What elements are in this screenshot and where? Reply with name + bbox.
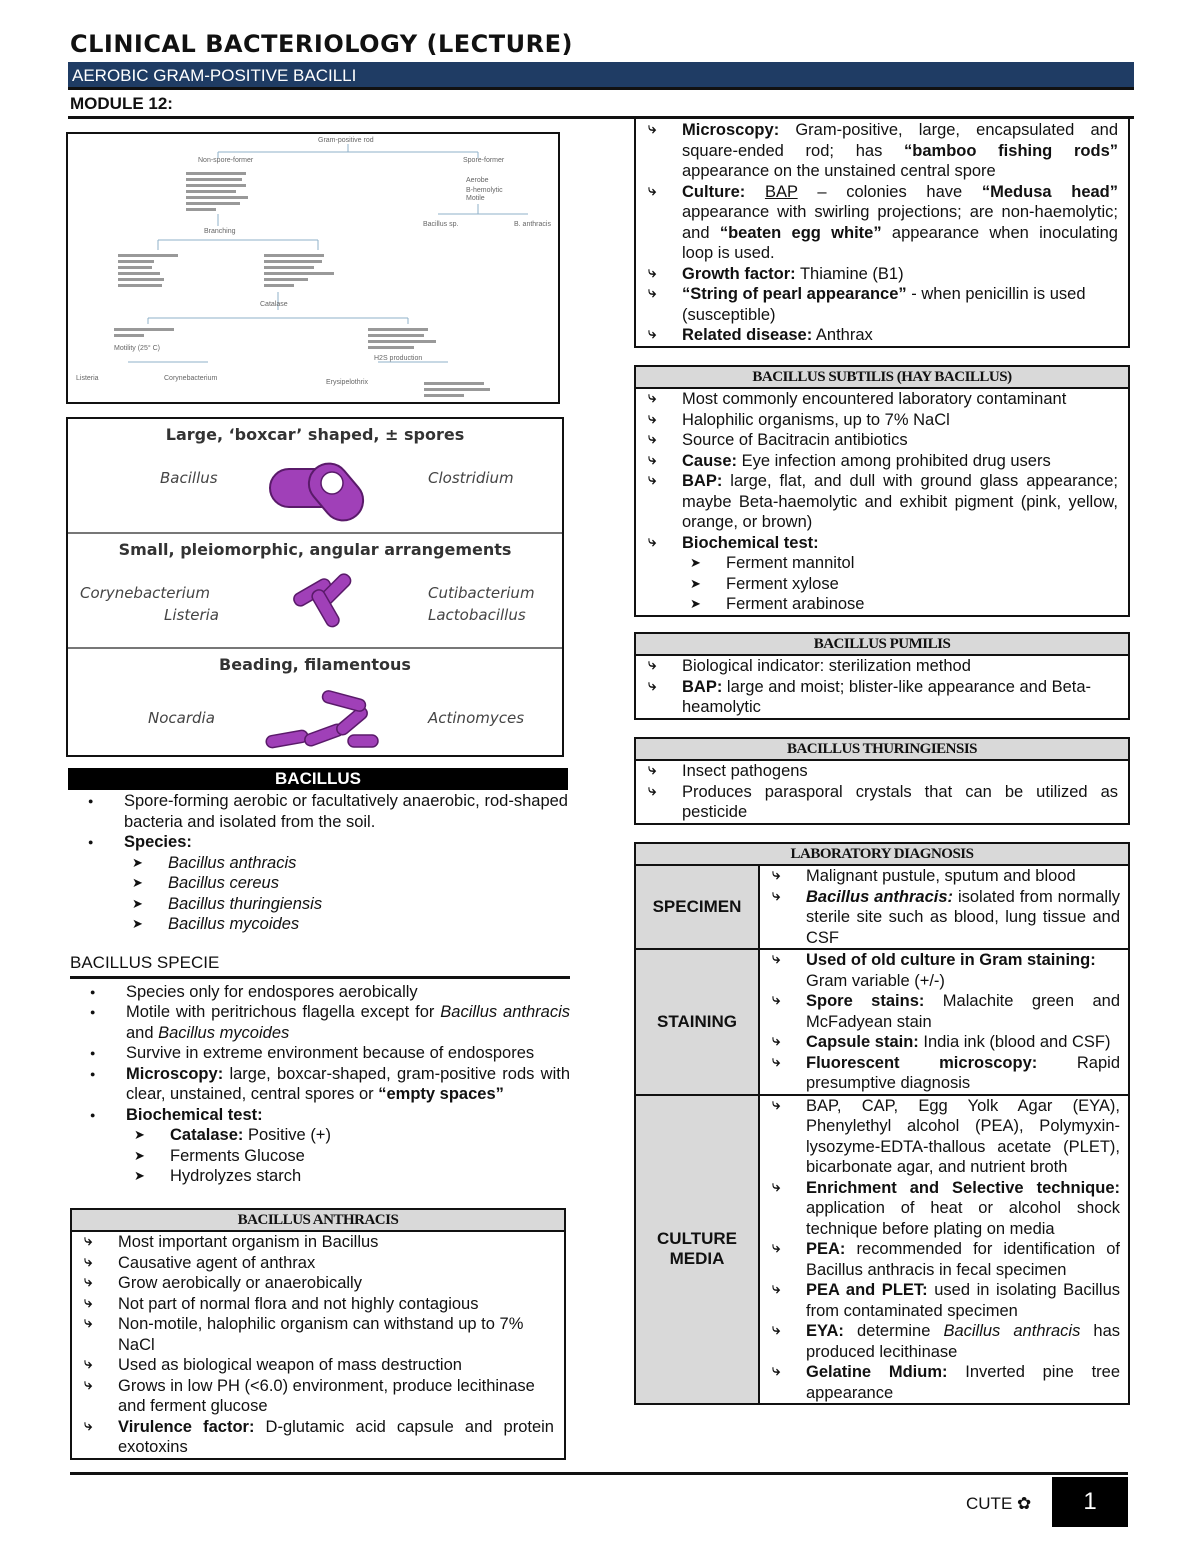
- genus-label: Listeria: [164, 606, 219, 624]
- flow-coryne: Corynebacterium: [164, 375, 218, 382]
- list-item: ⤷ Capsule stain: India ink (blood and CSF): [760, 1032, 1120, 1053]
- flow-branching: Branching: [204, 228, 236, 235]
- boxcar-rod-illustration: [264, 453, 374, 525]
- genus-label: Cutibacterium: [428, 584, 535, 602]
- list-item: ⤷ Most commonly encountered laboratory contaminant: [636, 389, 1118, 410]
- list-item: ● Spore-forming aerobic or facultatively anaerobic, rod-shaped bacteria and isolated from the soil.: [68, 791, 568, 832]
- flow-betahemo: B-hemolytic: [466, 187, 503, 194]
- bacillus-subtilis-box: [634, 365, 1130, 617]
- sub-item: ➤ Hydrolyzes starch: [126, 1166, 570, 1187]
- list-item: ⤷ Culture: BAP – colonies have “Medusa head” appearance with swirling projections; are non-haemolytic; and “beaten egg white” appearance when inoculating loop is used.: [636, 182, 1118, 264]
- list-item: ⤷ “String of pearl appearance” - when penicillin is used (susceptible): [636, 284, 1118, 325]
- genus-label: Lactobacillus: [428, 606, 526, 624]
- row-label: SPECIMEN: [635, 865, 759, 949]
- table-row: [635, 949, 1129, 1095]
- list-item: ⤷ Grows in low PH (<6.0) environment, produce lecithinase and ferment glucose: [72, 1376, 554, 1417]
- morphology-heading: Large, ‘boxcar’ shaped, ± spores: [165, 425, 465, 444]
- flow-listeria: Listeria: [76, 375, 99, 382]
- species-item: ➤ Bacillus mycoides: [124, 914, 568, 935]
- morphology-row-boxcar: [68, 419, 562, 534]
- list-item: ⤷ BAP: large and moist; blister-like appearance and Beta-heamolytic: [636, 677, 1118, 718]
- list-item: ⤷ Most important organism in Bacillus: [72, 1232, 554, 1253]
- list-item: ● Species: ➤ Bacillus anthracis ➤ Bacillus cereus ➤ Bacillus thuringiensis ➤ Bacillus mycoides: [68, 832, 568, 935]
- sub-item: ➤ Ferment mannitol: [682, 553, 1118, 574]
- sub-item: ➤ Catalase: Positive (+): [126, 1125, 570, 1146]
- flow-bacillus-sp: Bacillus sp.: [423, 221, 459, 228]
- list-item: ⤷ Non-motile, halophilic organism can withstand up to 7% NaCl: [72, 1314, 554, 1355]
- list-item: ⤷ Used as biological weapon of mass destruction: [72, 1355, 554, 1376]
- bacillus-anthracis-box: [70, 1208, 566, 1460]
- list-item: ⤷ Enrichment and Selective technique: application of heat or alcohol shock technique before plating on media: [760, 1178, 1120, 1240]
- bacillus-specie-section: [70, 953, 570, 1187]
- list-item: ● Survive in extreme environment because of endospores: [70, 1043, 570, 1064]
- list-item: ⤷ BAP, CAP, Egg Yolk Agar (EYA), Phenylethyl alcohol (PEA), Polymyxin-lysozyme-EDTA-thallous acetate (PLET), bicarbonate agar, and nutrient broth: [760, 1096, 1120, 1178]
- sub-item: ➤ Ferments Glucose: [126, 1146, 570, 1167]
- table-row: [635, 865, 1129, 949]
- flow-motile: Motile: [466, 195, 485, 202]
- bacillus-thuringiensis-box: [634, 737, 1130, 825]
- list-item: ● Biochemical test: ➤ Catalase: Positive (+) ➤ Ferments Glucose ➤ Hydrolyzes starch: [70, 1105, 570, 1187]
- list-item: ⤷ EYA: determine Bacillus anthracis has produced lecithinase: [760, 1321, 1120, 1362]
- list-item: ● Species only for endospores aerobically: [70, 982, 570, 1003]
- list-item: ● Motile with peritrichous flagella except for Bacillus anthracis and Bacillus mycoides: [70, 1002, 570, 1043]
- list-item: ⤷ Cause: Eye infection among prohibited drug users: [636, 451, 1118, 472]
- flow-catalase: Catalase: [260, 301, 288, 308]
- row-label: CULTURE MEDIA: [635, 1095, 759, 1405]
- flow-erysipelothrix: Erysipelothrix: [326, 379, 369, 386]
- identification-flowchart: [66, 132, 560, 404]
- species-item: ➤ Bacillus anthracis: [124, 853, 568, 874]
- morphology-panel: [66, 417, 564, 757]
- list-item: ⤷ Biological indicator: sterilization method: [636, 656, 1118, 677]
- list-item: ⤷ Growth factor: Thiamine (B1): [636, 264, 1118, 285]
- module-label: MODULE 12:: [70, 94, 173, 113]
- footer-label: CUTE ✿: [966, 1494, 1032, 1513]
- list-item: ⤷ Spore stains: Malachite green and McFadyean stain: [760, 991, 1120, 1032]
- list-item: ● Microscopy: large, boxcar-shaped, gram-positive rods with clear, unstained, central spores or “empty spaces”: [70, 1064, 570, 1105]
- bacillus-anthracis-continued-box: [634, 118, 1130, 348]
- flow-aerobe: Aerobe: [466, 177, 489, 184]
- species-item: ➤ Bacillus thuringiensis: [124, 894, 568, 915]
- genus-label: Nocardia: [148, 709, 215, 727]
- document-title: CLINICAL BACTERIOLOGY (LECTURE): [70, 30, 573, 58]
- list-item: ⤷ Not part of normal flora and not highly contagious: [72, 1294, 554, 1315]
- genus-label: Corynebacterium: [80, 584, 210, 602]
- box-heading: BACILLUS SUBTILIS (HAY BACILLUS): [636, 367, 1128, 389]
- morphology-heading: Beading, filamentous: [219, 655, 411, 674]
- species-item: ➤ Bacillus cereus: [124, 873, 568, 894]
- list-item: ⤷ Biochemical test: ➤ Ferment mannitol ➤ Ferment xylose ➤ Ferment arabinose: [636, 533, 1118, 615]
- list-item: ⤷ Malignant pustule, sputum and blood: [760, 866, 1120, 887]
- section-heading: BACILLUS SPECIE: [70, 953, 570, 979]
- morphology-heading: Small, pleiomorphic, angular arrangements: [118, 540, 512, 559]
- list-item: ⤷ Causative agent of anthrax: [72, 1253, 554, 1274]
- filamentous-rods-illustration: [264, 689, 384, 755]
- list-item: ⤷ Halophilic organisms, up to 7% NaCl: [636, 410, 1118, 431]
- flow-top: Gram-positive rod: [318, 137, 374, 144]
- list-item: ⤷ Virulence factor: D-glutamic acid capsule and protein exotoxins: [72, 1417, 554, 1458]
- morphology-row-filamentous: [68, 649, 562, 762]
- list-item: ⤷ PEA: recommended for identification of Bacillus anthracis in fecal specimen: [760, 1239, 1120, 1280]
- list-item: ⤷ PEA and PLET: used in isolating Bacillus from contaminated specimen: [760, 1280, 1120, 1321]
- box-heading: BACILLUS ANTHRACIS: [72, 1210, 564, 1232]
- genus-label: Bacillus: [160, 469, 218, 487]
- box-heading: BACILLUS THURINGIENSIS: [636, 739, 1128, 761]
- laboratory-diagnosis-table: [634, 842, 1130, 1405]
- bacillus-section: [68, 768, 568, 935]
- genus-label: Clostridium: [428, 469, 514, 487]
- genus-label: Actinomyces: [428, 709, 525, 727]
- page-number: 1: [1052, 1477, 1128, 1527]
- flow-h2s: H2S production: [374, 355, 423, 362]
- sub-item: ➤ Ferment xylose: [682, 574, 1118, 595]
- flowchart-graphic: [68, 134, 558, 402]
- list-item: ⤷ Insect pathogens: [636, 761, 1118, 782]
- section-heading: BACILLUS: [68, 768, 568, 790]
- table-row: [635, 1095, 1129, 1405]
- list-item: ⤷ Source of Bacitracin antibiotics: [636, 430, 1118, 451]
- box-heading: LABORATORY DIAGNOSIS: [636, 844, 1128, 864]
- sub-item: ➤ Ferment arabinose: [682, 594, 1118, 615]
- list-item: ⤷ Gelatine Mdium: Inverted pine tree appearance: [760, 1362, 1120, 1403]
- pleiomorphic-rods-illustration: [284, 572, 364, 642]
- row-label: STAINING: [635, 949, 759, 1095]
- footer-rule: [70, 1472, 1128, 1475]
- box-heading: BACILLUS PUMILIS: [636, 634, 1128, 656]
- flow-nonspore: Non-spore-former: [198, 157, 254, 164]
- list-item: ⤷ Microscopy: Gram-positive, large, encapsulated and square-ended rod; has “bamboo fishing rods” appearance on the unstained central spore: [636, 120, 1118, 182]
- flow-spore: Spore-former: [463, 157, 505, 164]
- subject-banner: AEROBIC GRAM-POSITIVE BACILLI: [68, 62, 1134, 90]
- morphology-row-pleiomorphic: [68, 534, 562, 649]
- flow-b-anthracis: B. anthracis: [514, 221, 551, 228]
- list-item: ⤷ BAP: large, flat, and dull with ground glass appearance; maybe Beta-haemolytic and exhibit pigment (pink, yellow, orange, or brown): [636, 471, 1118, 533]
- list-item: ⤷ Produces parasporal crystals that can be utilized as pesticide: [636, 782, 1118, 823]
- list-item: ⤷ Used of old culture in Gram staining: Gram variable (+/-): [760, 950, 1120, 991]
- list-item: ⤷ Fluorescent microscopy: Rapid presumptive diagnosis: [760, 1053, 1120, 1094]
- bacillus-pumilis-box: [634, 632, 1130, 720]
- flow-motility: Motility (25° C): [114, 345, 160, 352]
- list-item: ⤷ Grow aerobically or anaerobically: [72, 1273, 554, 1294]
- list-item: ⤷ Bacillus anthracis: isolated from normally sterile site such as blood, lung tissue and CSF: [760, 887, 1120, 949]
- list-item: ⤷ Related disease: Anthrax: [636, 325, 1118, 346]
